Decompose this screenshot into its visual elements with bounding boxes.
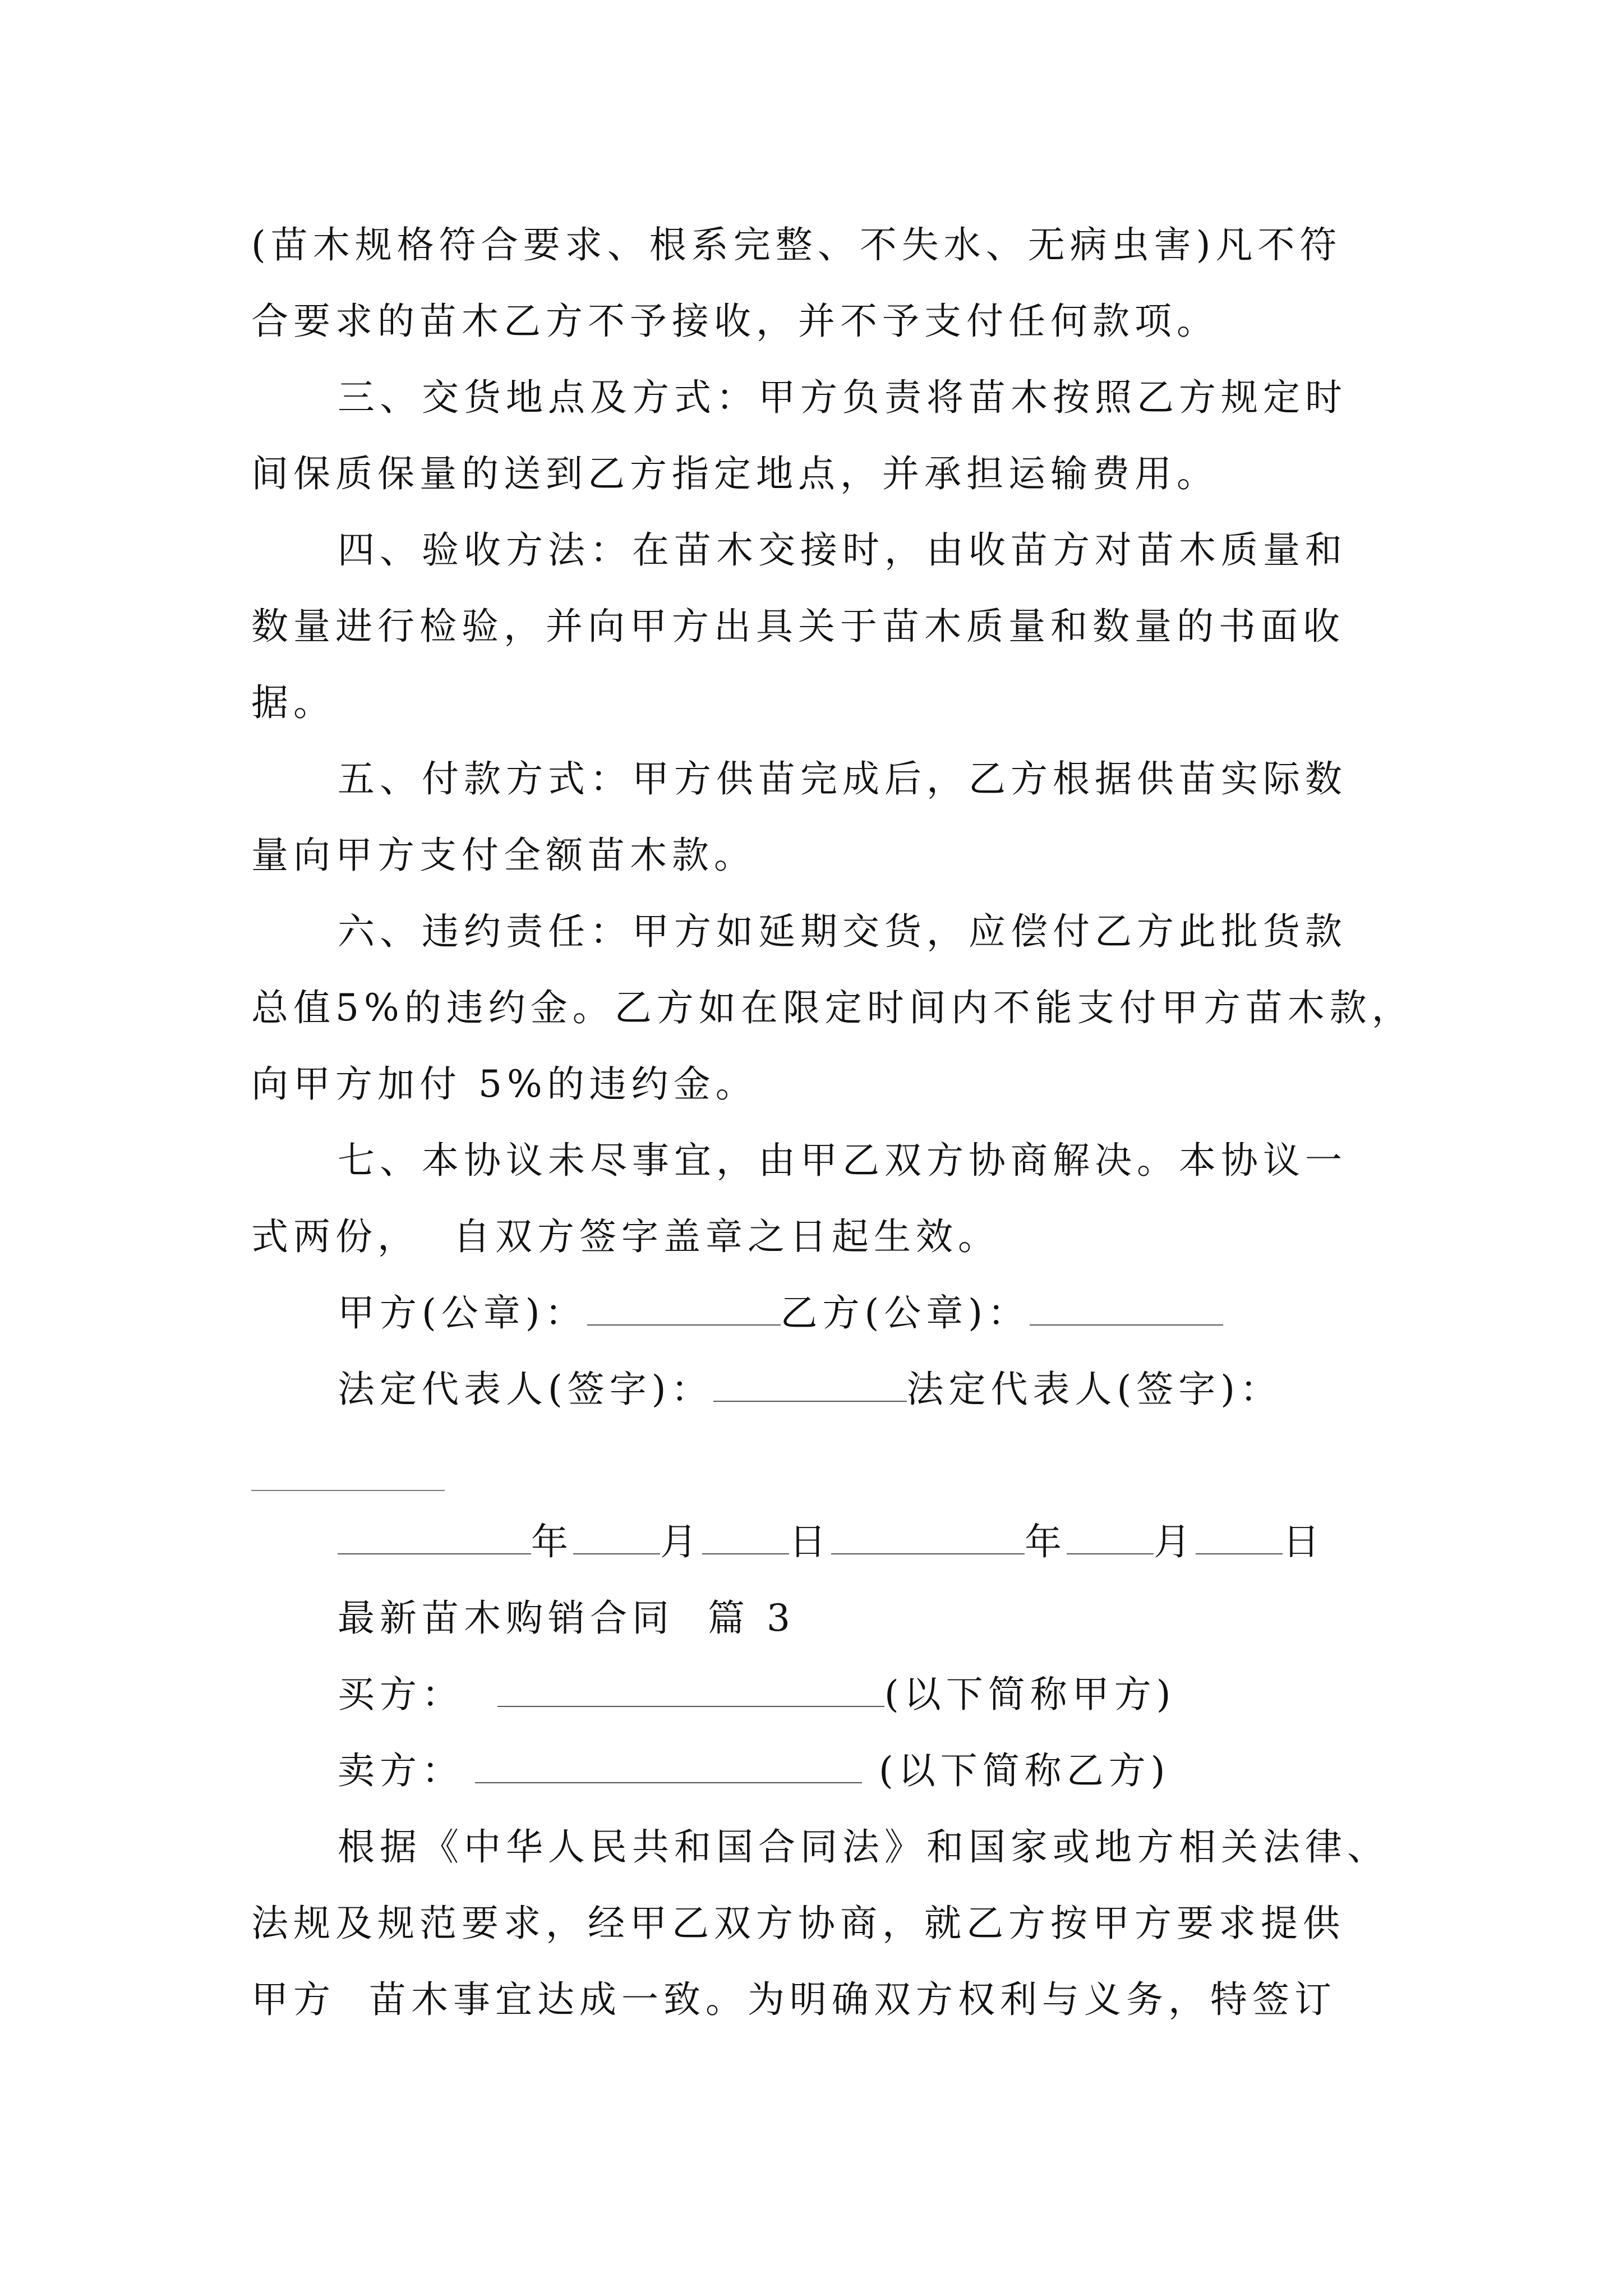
paragraph-line: 合要求的苗木乙方不予接收，并不予支付任何款项。 bbox=[251, 300, 1219, 343]
buyer-label: 买方： bbox=[338, 1673, 464, 1716]
date-a-month-blank bbox=[573, 1520, 660, 1554]
legal-rep-a-blank bbox=[713, 1367, 907, 1402]
legal-rep-line bbox=[0, 1364, 1623, 1415]
clause-6-line: 六、违约责任：甲方如延期交货，应偿付乙方此批货款 bbox=[338, 910, 1347, 953]
paragraph-line: 间保质保量的送到乙方指定地点，并承担运输费用。 bbox=[251, 452, 1219, 495]
party-a-seal-label: 甲方(公章)： bbox=[338, 1291, 587, 1335]
paragraph-line: (苗木规格符合要求、根系完整、不失水、无病虫害)凡不符 bbox=[251, 223, 1342, 266]
date-b-day-blank bbox=[1196, 1520, 1283, 1554]
legal-rep-b-label: 法定代表人(签字)： bbox=[906, 1368, 1282, 1411]
intro-line: 根据《中华人民共和国合同法》和国家或地方相关法律、 bbox=[338, 1825, 1389, 1869]
clause-7-line: 七、本协议未尽事宜，由甲乙双方协商解决。本协议一 bbox=[338, 1139, 1347, 1182]
party-b-seal-label: 乙方(公章)： bbox=[780, 1291, 1030, 1335]
clause-4-line: 四、验收方法：在苗木交接时，由收苗方对苗木质量和 bbox=[338, 528, 1347, 572]
buyer-blank bbox=[497, 1672, 884, 1707]
paragraph-line: 向甲方加付 5%的违约金。 bbox=[251, 1062, 758, 1106]
date-b-year-label: 年 bbox=[1025, 1520, 1067, 1563]
seller-line bbox=[0, 1746, 1623, 1796]
seller-label: 卖方： bbox=[338, 1749, 464, 1792]
intro-line: 法规及规范要求，经甲乙双方协商，就乙方按甲方要求提供 bbox=[251, 1902, 1345, 1945]
seller-blank bbox=[475, 1749, 862, 1783]
seller-note: (以下简称乙方) bbox=[862, 1749, 1170, 1792]
paragraph-line: 数量进行检验，并向甲方出具关于苗木质量和数量的书面收 bbox=[251, 605, 1345, 648]
paragraph-line: 据。 bbox=[251, 681, 335, 724]
date-a-month-label: 月 bbox=[660, 1520, 702, 1563]
section-heading: 最新苗木购销合同 篇 3 bbox=[338, 1596, 795, 1640]
intro-line: 甲方 苗木事宜达成一致。为明确双方权利与义务，特签订 bbox=[251, 1978, 1336, 2021]
party-a-seal-blank bbox=[587, 1291, 781, 1326]
paragraph-line: 总值5%的违约金。乙方如在限定时间内不能支付甲方苗木款， bbox=[251, 986, 1414, 1029]
date-a-day-label: 日 bbox=[789, 1520, 831, 1563]
clause-5-line: 五、付款方式：甲方供苗完成后，乙方根据供苗实际数 bbox=[338, 757, 1347, 800]
date-b-year-blank bbox=[831, 1520, 1025, 1554]
seal-line bbox=[0, 1288, 1623, 1338]
date-b-month-label: 月 bbox=[1154, 1520, 1196, 1563]
date-line bbox=[0, 1517, 1623, 1567]
date-b-day-label: 日 bbox=[1283, 1520, 1325, 1563]
paragraph-line: 式两份， 自双方签字盖章之日起生效。 bbox=[251, 1215, 1000, 1258]
party-b-seal-blank bbox=[1030, 1291, 1223, 1326]
legal-rep-b-blank bbox=[251, 1490, 445, 1491]
date-b-month-blank bbox=[1067, 1520, 1154, 1554]
date-a-day-blank bbox=[702, 1520, 789, 1554]
date-a-year-label: 年 bbox=[531, 1520, 573, 1563]
buyer-line bbox=[0, 1669, 1623, 1720]
buyer-note: (以下简称甲方) bbox=[884, 1673, 1176, 1716]
legal-rep-a-label: 法定代表人(签字)： bbox=[338, 1368, 713, 1411]
date-a-year-blank bbox=[338, 1520, 531, 1554]
clause-3-line: 三、交货地点及方式：甲方负责将苗木按照乙方规定时 bbox=[338, 376, 1347, 419]
paragraph-line: 量向甲方支付全额苗木款。 bbox=[251, 834, 756, 877]
